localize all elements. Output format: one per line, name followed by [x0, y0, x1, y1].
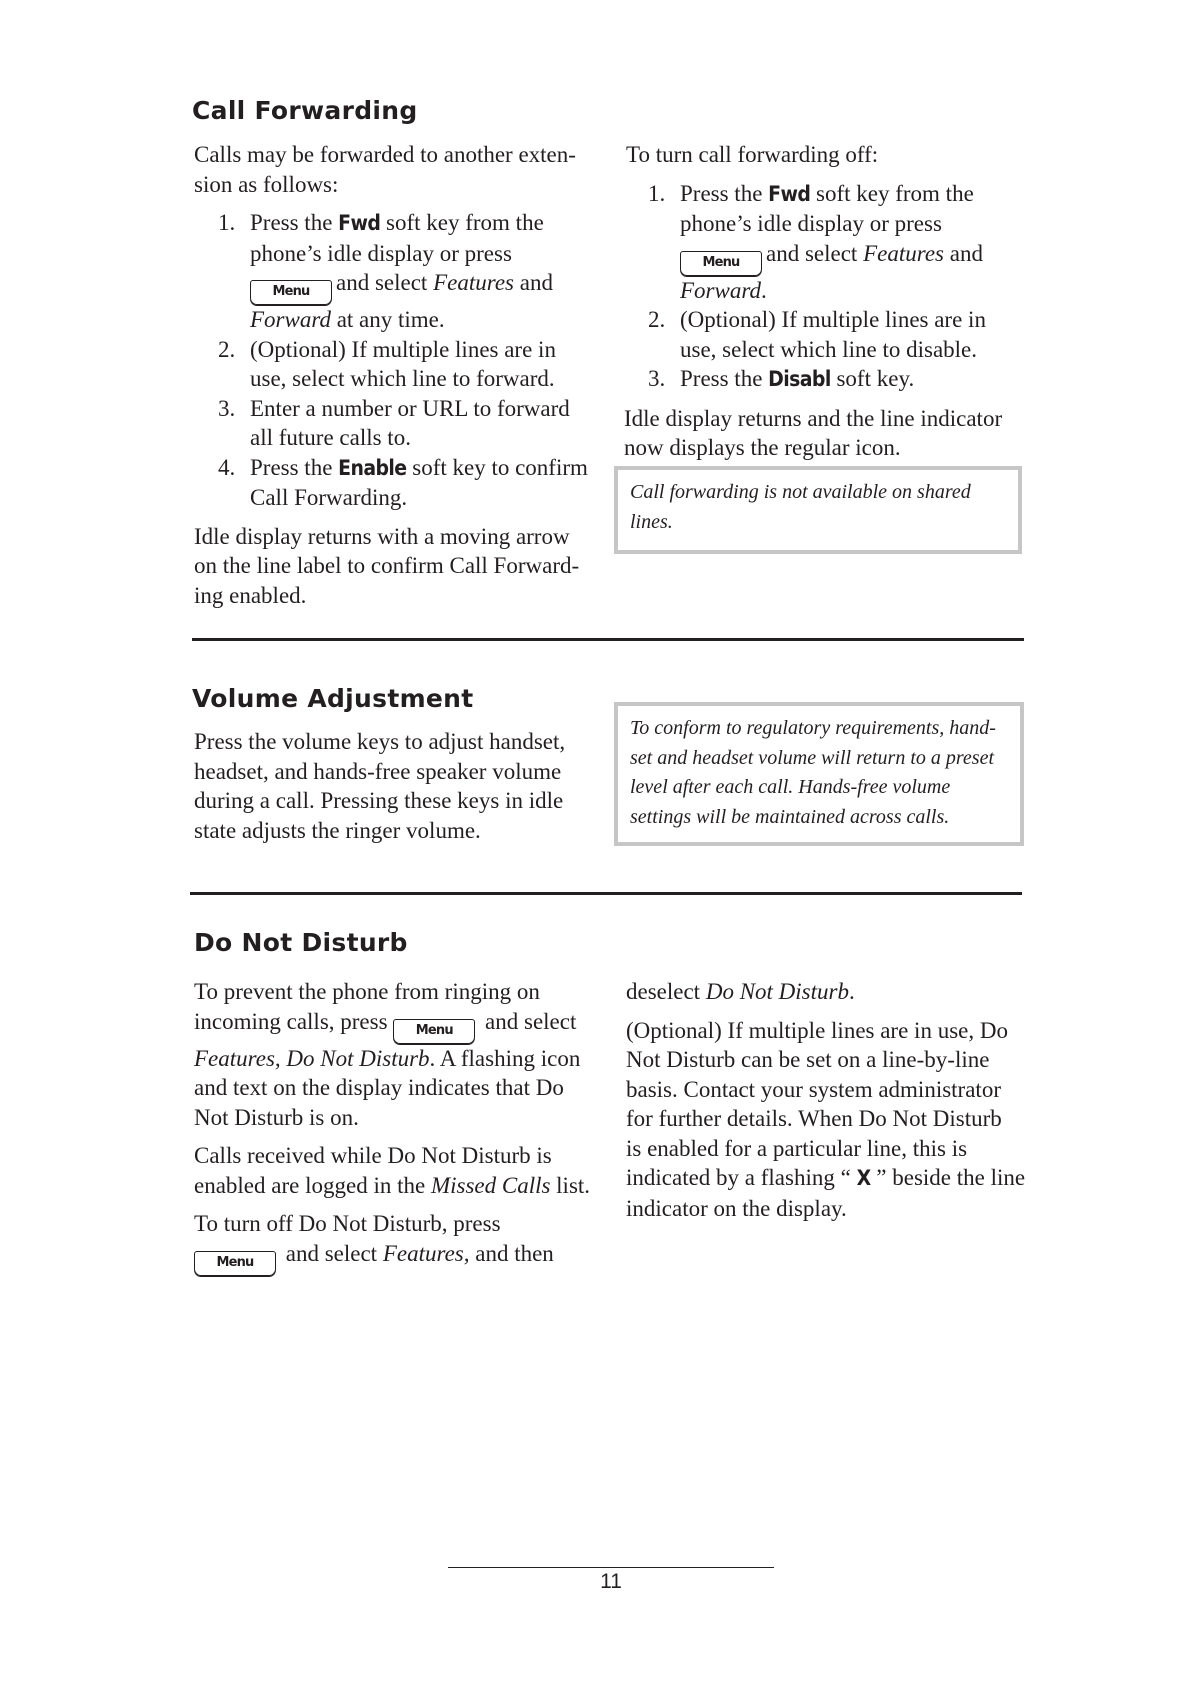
outro-line: ing enabled. [194, 582, 307, 608]
step-2: 2. (Optional) If multiple lines are in use, select which line to forward. [218, 336, 556, 391]
volume-adjustment-heading: Volume Adjustment [192, 684, 474, 713]
off-outro-line: Idle display returns and the line indicator [624, 405, 1003, 431]
call-forwarding-left-column [194, 140, 594, 610]
dnd-right-column: deselect Do Not Disturb. (Optional) If multiple lines are in use, Do Not Disturb can be set on a line-by-line basis. Contact your system administrator for further details. When Do Not Disturb is enabled for a particular line, this is indicated by a flashing “ X ” beside the line indicator on the display. [626, 979, 1026, 1221]
dnd-left-column: To prevent the phone from ringing on incoming calls, press Menu and select Features, Do Not Disturb. A flashing icon and text on the display indicates that Do Not Disturb is on. Calls received while Do Not Disturb is enabled are logged in the Missed Calls list. To turn off Do Not Disturb, press Menu and select Features, and then [194, 977, 604, 1276]
menu-key-icon: Menu [250, 280, 332, 305]
fwd-soft-key: Fwd [338, 211, 381, 235]
menu-key-icon: Menu [680, 251, 762, 276]
x-indicator-icon: X [856, 1166, 871, 1190]
intro-line: sion as follows: [194, 171, 339, 197]
menu-key-icon: Menu [194, 1251, 276, 1276]
page-number: 11 [600, 1570, 622, 1593]
disabl-soft-key: Disabl [768, 367, 831, 391]
volume-text: Press the volume keys to adjust handset, headset, and hands-free speaker volume during a call. Pressing these keys in idle state adjusts the ringer volume. [194, 729, 566, 843]
forward-steps [194, 208, 594, 513]
section-divider [190, 892, 1022, 895]
step-1: 1. Press the Fwd soft key from the phone’s idle display or press Menu and select Features and Forward at any time. [218, 210, 553, 332]
outro-line: on the line label to confirm Call Forward- [194, 553, 580, 578]
footer-rule [448, 1567, 774, 1568]
do-not-disturb-heading: Do Not Disturb [194, 928, 408, 957]
outro-line: Idle display returns with a moving arrow [194, 523, 570, 549]
fwd-soft-key: Fwd [768, 181, 811, 206]
intro-line: Calls may be forwarded to another exten- [194, 142, 576, 167]
call-forwarding-heading: Call Forwarding [192, 96, 418, 125]
menu-key-icon: Menu [393, 1019, 475, 1044]
off-outro-line: now displays the regular icon. [624, 435, 901, 460]
step-3: 3. Enter a number or URL to forward all future calls to. [218, 395, 570, 450]
off-step-1: 1. Press the Fwd soft key from the phone’s idle display or press Menu and select Features and Forward. [648, 180, 983, 303]
disable-steps [624, 179, 1034, 395]
turn-off-title: To turn call forwarding off: [626, 142, 879, 167]
section-divider [192, 638, 1024, 641]
step-4: 4. Press the Enable soft key to confirm Call Forwarding. [218, 454, 588, 510]
enable-soft-key: Enable [338, 455, 407, 480]
off-step-2: 2. (Optional) If multiple lines are in use, select which line to disable. [648, 307, 986, 362]
call-forwarding-right-column [624, 140, 1034, 463]
volume-regulatory-note: To conform to regulatory requirements, hand- set and headset volume will return to a preset level after each call. Hands-free volume settings will be maintained across calls. [614, 702, 1024, 846]
off-step-3: 3. Press the Disabl soft key. [648, 366, 915, 391]
shared-lines-note: Call forwarding is not available on shared lines. [614, 466, 1022, 554]
